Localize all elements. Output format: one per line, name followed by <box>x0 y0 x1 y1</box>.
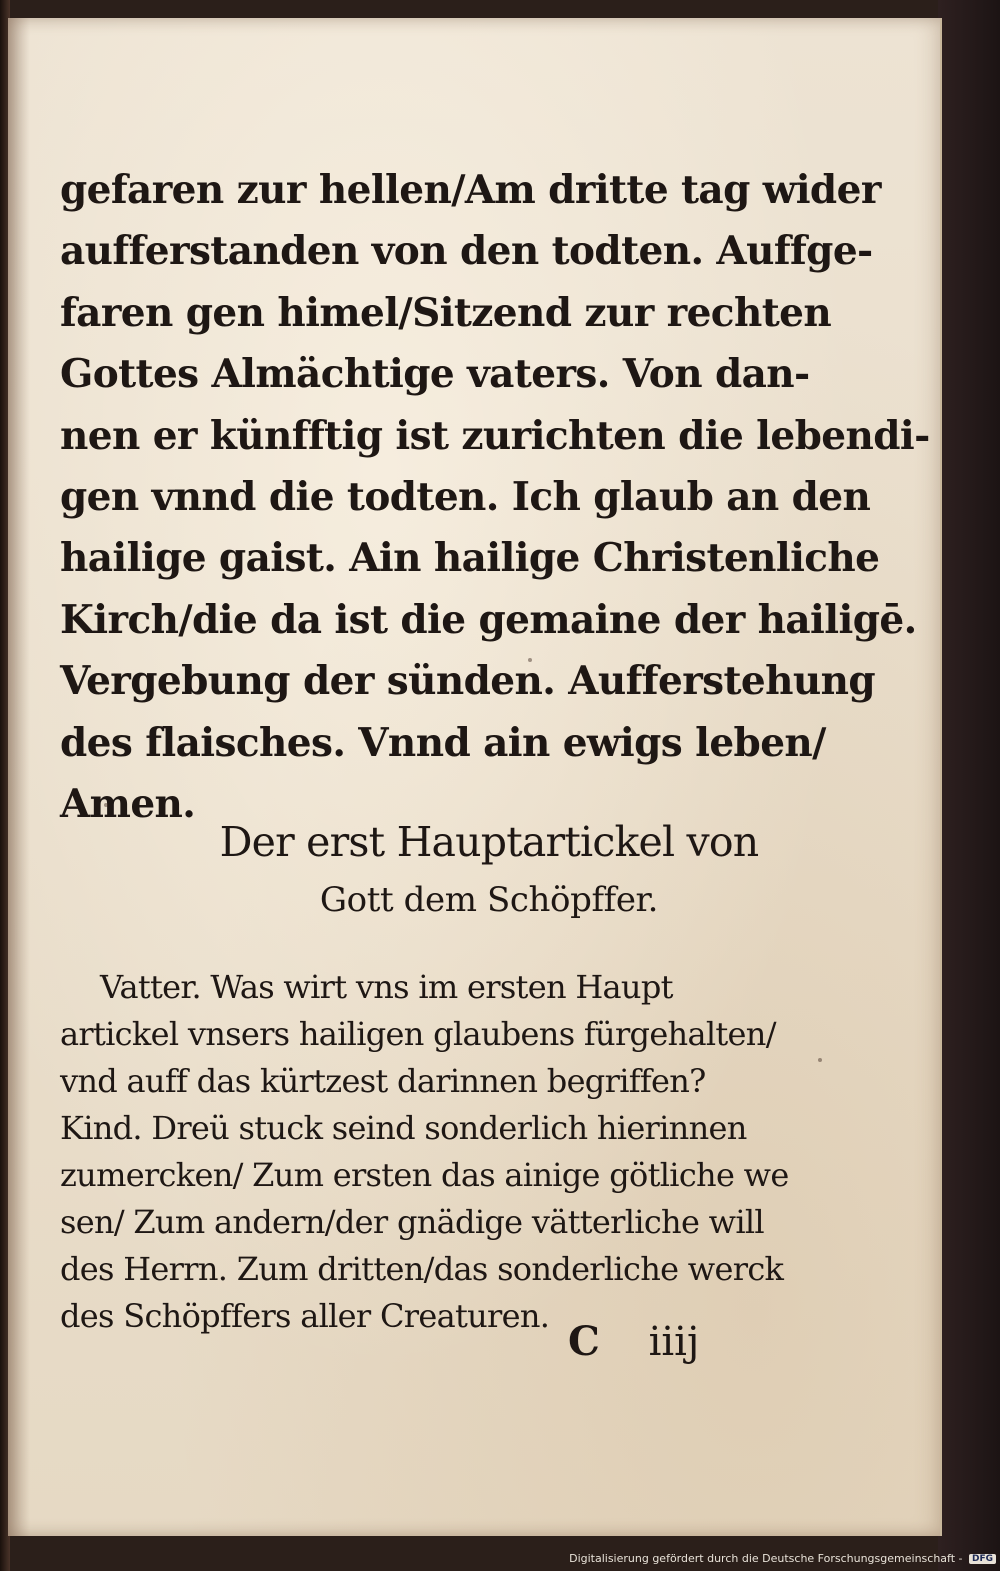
digitization-credit <box>569 1552 996 1565</box>
page-spine-shadow <box>8 18 30 1536</box>
paper-speck <box>528 658 532 662</box>
book-page <box>8 18 942 1536</box>
text-line: des Schöpffers aller Creaturen. <box>60 1297 550 1335</box>
text-line: vnd auff das kürtzest darinnen begriffen? <box>60 1062 706 1100</box>
creed-text-block <box>60 160 930 835</box>
text-line: sen/ Zum andern/der gnädige vätterliche will <box>60 1203 764 1241</box>
text-line: Vergebung der sünden. Aufferstehung <box>60 658 876 705</box>
paper-speck <box>104 803 108 807</box>
text-line: Gottes Almächtige vaters. Von dan- <box>60 351 810 398</box>
text-line: gen vnnd die todten. Ich glaub an den <box>60 474 871 521</box>
signature-numeral: iiij <box>648 1319 700 1365</box>
text-line: aufferstanden von den todten. Auffge- <box>60 228 873 275</box>
paper-speck <box>818 1058 822 1062</box>
dfg-logo: DFG <box>969 1554 996 1564</box>
text-line: nen er künfftig ist zurichten die lebendi- <box>60 412 930 459</box>
text-line: des flaisches. Vnnd ain ewigs leben/ <box>60 719 826 766</box>
text-line: faren gen himel/Sitzend zur rechten <box>60 289 832 336</box>
section-subheading: Gott dem Schöpffer. <box>319 880 659 920</box>
credit-text: Digitalisierung gefördert durch die Deutsche Forschungsgemeinschaft - <box>569 1552 963 1565</box>
background-margin <box>938 0 1000 1571</box>
text-line: zumercken/ Zum ersten das ainige götliche we <box>60 1156 789 1194</box>
text-line: hailige gaist. Ain hailige Christenliche <box>60 535 880 582</box>
dialogue-paragraph <box>60 964 800 1340</box>
signature-letter: C <box>568 1318 600 1365</box>
text-line: Kind. Dreü stuck seind sonderlich hierinnen <box>60 1109 747 1147</box>
text-line: artickel vnsers hailigen glaubens fürgehalten/ <box>60 1015 776 1053</box>
signature-mark <box>568 1318 699 1365</box>
text-line: Vatter. Was wirt vns im ersten Haupt <box>100 968 673 1006</box>
text-line: Kirch/die da ist die gemaine der hailigē. <box>60 596 917 643</box>
text-line: gefaren zur hellen/Am dritte tag wider <box>60 167 881 213</box>
text-line: Amen. <box>60 781 196 828</box>
section-heading: Der erst Hauptartickel von <box>219 818 759 866</box>
text-line: des Herrn. Zum dritten/das sonderliche werck <box>60 1250 784 1288</box>
